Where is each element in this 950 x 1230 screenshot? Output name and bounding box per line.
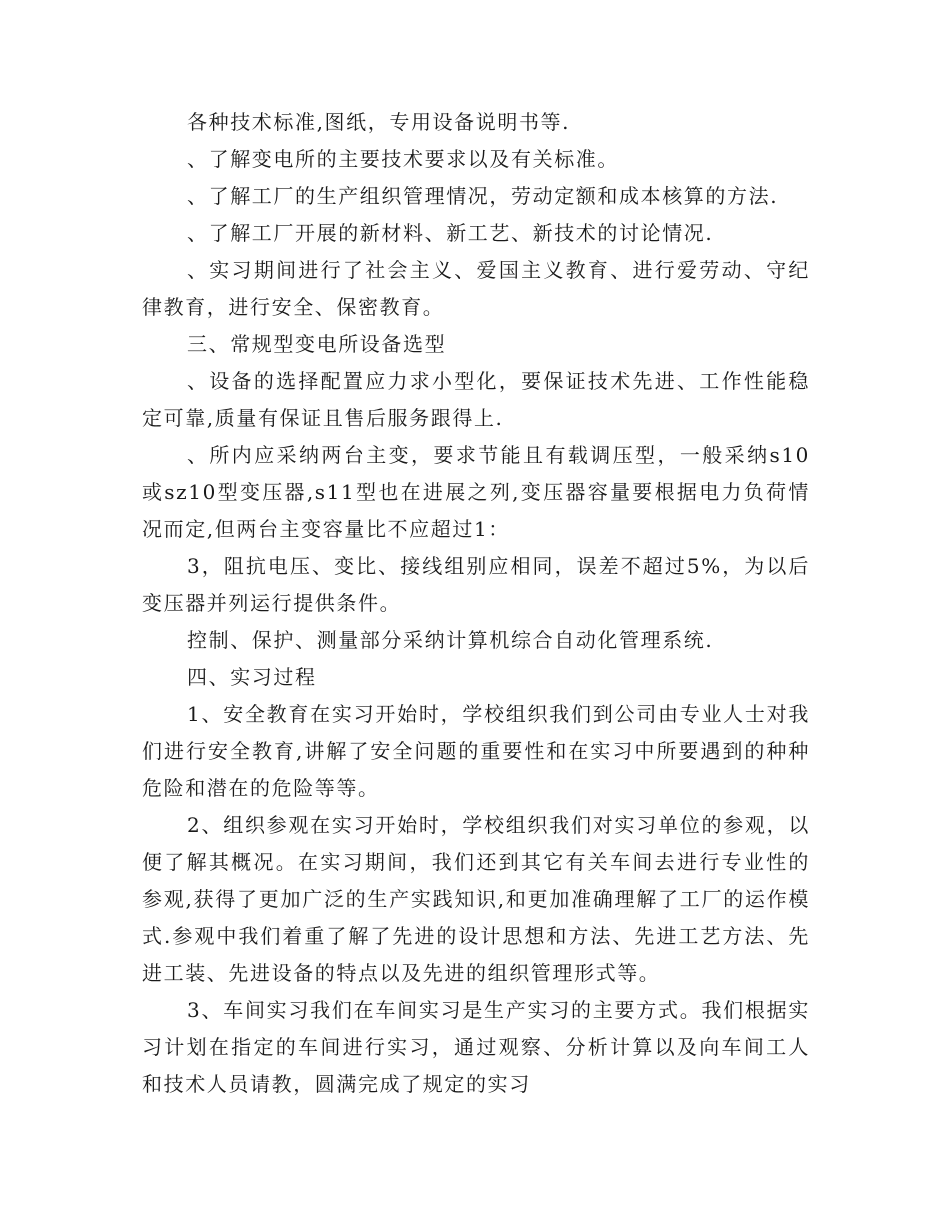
paragraph: 控制、保护、测量部分采纳计算机综合自动化管理系统.: [187, 628, 714, 652]
paragraph: 2、组织参观在实习开始时，学校组织我们对实习单位的参观，以便了解其概况。在实习期间，我们还到其它有关车间去进行专业性的参观,获得了更加广泛的生产实践知识,和更加准确理解了工厂的运作模式.参观中我们着重了解了先进的设计思想和方法、先进工艺方法、先进工装、先进设备的特点以及先进的组织管理形式等。: [142, 813, 810, 985]
paragraph: 各种技术标准,图纸，专用设备说明书等.: [187, 110, 571, 134]
paragraph: 3、车间实习我们在车间实习是生产实习的主要方式。我们根据实习计划在指定的车间进行实习，通过观察、分析计算以及向车间工人和技术人员请教，圆满完成了规定的实习: [142, 998, 810, 1096]
paragraph: 、所内应采纳两台主变，要求节能且有载调压型，一般采纳s10或sz10型变压器,s11型也在进展之列,变压器容量要根据电力负荷情况而定,但两台主变容量比不应超过1：: [142, 443, 810, 541]
paragraph: 1、安全教育在实习开始时，学校组织我们到公司由专业人士对我们进行安全教育,讲解了安全问题的重要性和在实习中所要遇到的种种危险和潜在的危险等等。: [142, 702, 810, 800]
paragraph: 、了解工厂的生产组织管理情况，劳动定额和成本核算的方法.: [187, 184, 779, 208]
paragraph: 、设备的选择配置应力求小型化，要保证技术先进、工作性能稳定可靠,质量有保证且售后服务跟得上.: [142, 369, 810, 430]
paragraph: 3，阻抗电压、变比、接线组别应相同，误差不超过5%，为以后变压器并列运行提供条件。: [142, 554, 810, 615]
section-heading: 四、实习过程: [187, 665, 317, 689]
section-heading: 三、常规型变电所设备选型: [187, 332, 447, 356]
paragraph: 、实习期间进行了社会主义、爱国主义教育、进行爱劳动、守纪律教育，进行安全、保密教育。: [142, 258, 810, 319]
paragraph: 、了解变电所的主要技术要求以及有关标准。: [187, 147, 619, 171]
paragraph: 、了解工厂开展的新材料、新工艺、新技术的讨论情况.: [187, 221, 714, 245]
document-body: [142, 104, 810, 1103]
